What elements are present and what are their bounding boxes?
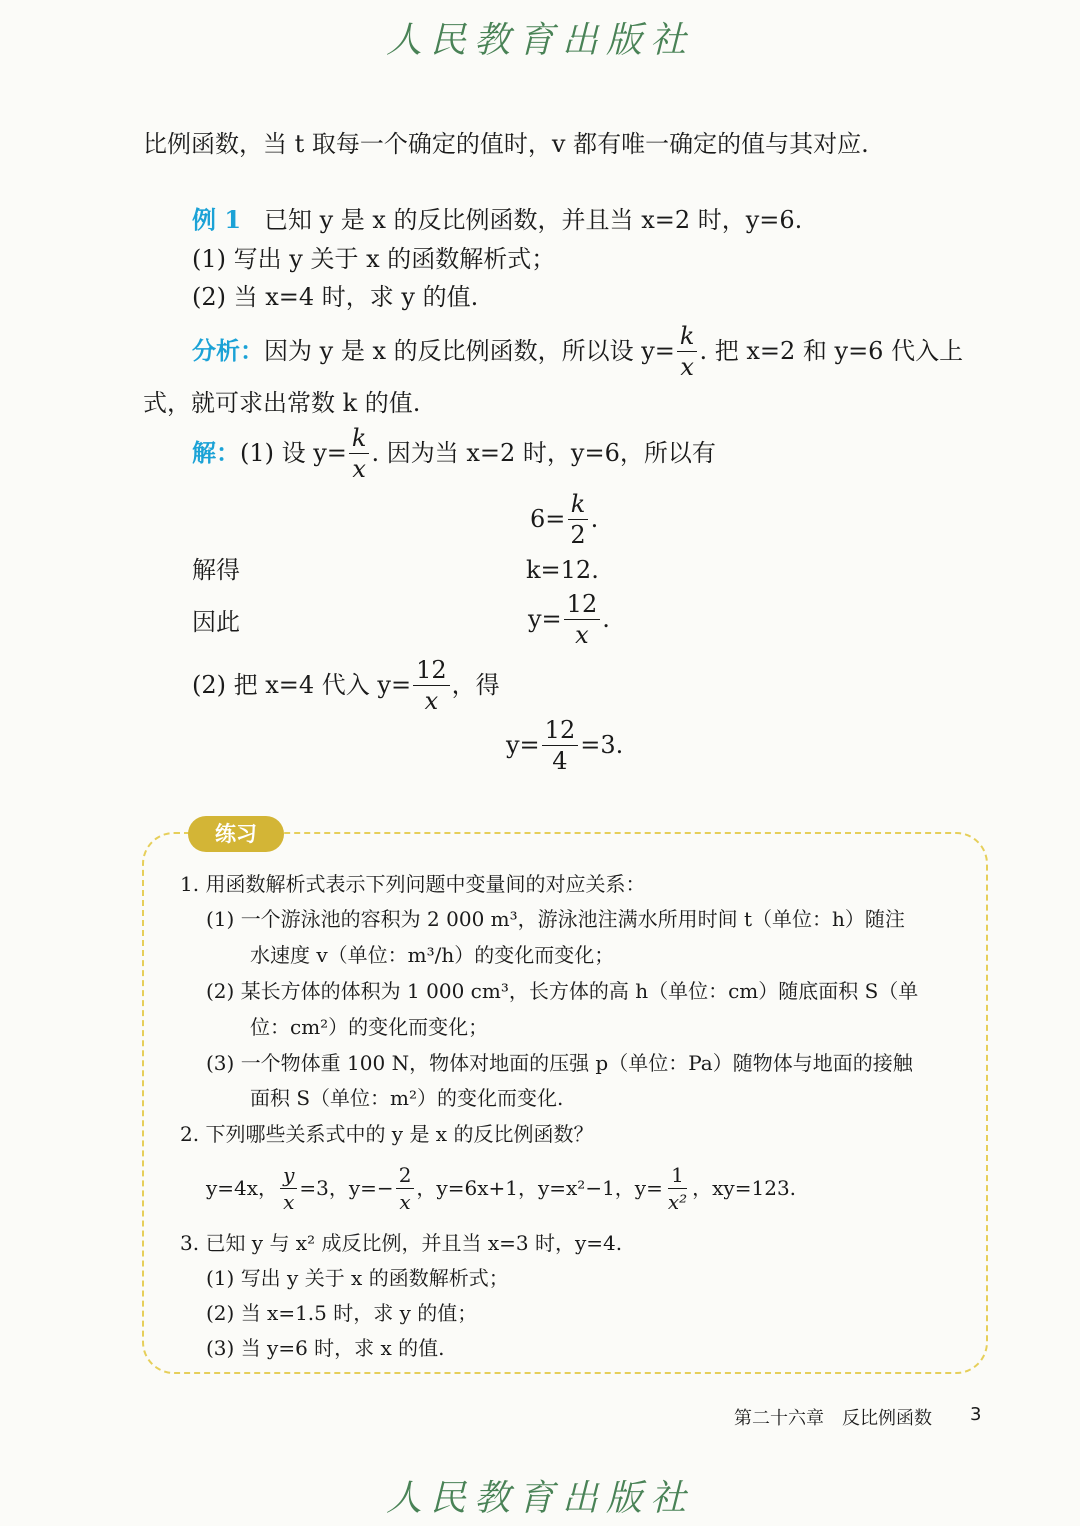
publisher-watermark-top: 人民教育出版社 (385, 20, 694, 61)
equation-left: 6= (530, 505, 566, 533)
fraction-numerator: 12 (542, 718, 579, 746)
publisher-watermark-bottom: 人民教育出版社 (385, 1478, 694, 1519)
solution-line-1 (192, 423, 716, 483)
solution-label: 解： (192, 438, 240, 467)
exercise-q1-3-line-b: 面积 S（单位：m²）的变化而变化. (250, 1086, 564, 1110)
exercise-q3-2: (2) 当 x=1.5 时，求 y 的值； (206, 1301, 478, 1325)
fraction-numerator: 1 (668, 1165, 687, 1189)
exercise-q1-3-line-a: (3) 一个物体重 100 N，物体对地面的压强 p（单位：Pa）随物体与地面的接触 (206, 1051, 913, 1075)
analysis-line-2: 式，就可求出常数 k 的值. (143, 389, 421, 417)
equation-end: . (590, 505, 599, 533)
page-number: 3 (970, 1404, 982, 1425)
exercise-q1-2-line-b: 位：cm²）的变化而变化； (250, 1015, 489, 1039)
exercise-q3-3: (3) 当 y=6 时，求 x 的值. (206, 1336, 445, 1360)
fraction-denominator: 2 (570, 520, 586, 549)
exercise-badge: 练习 (188, 816, 284, 852)
solution-part2-before: (2) 把 x=4 代入 y= (192, 671, 412, 699)
example-label: 例 1 (192, 205, 242, 234)
equation-3 (528, 589, 610, 649)
fraction-numerator: k (349, 426, 370, 454)
analysis-label: 分析： (192, 336, 264, 365)
equation-1 (530, 489, 599, 549)
equation-fraction (567, 489, 588, 549)
formula-3-fraction (396, 1162, 415, 1214)
analysis-text-before: 因为 y 是 x 的反比例函数，所以设 y= (264, 337, 675, 365)
exercise-q3: 3. 已知 y 与 x² 成反比例，并且当 x=3 时，y=4. (180, 1231, 623, 1255)
jiede-label: 解得 (192, 556, 240, 584)
solution-text-after: . 因为当 x=2 时，y=6，所以有 (371, 439, 716, 467)
exercise-q2: 2. 下列哪些关系式中的 y 是 x 的反比例函数？ (180, 1122, 594, 1146)
fraction-numerator: k (677, 324, 698, 352)
equation-fraction (542, 715, 579, 775)
fraction-numerator: 2 (396, 1165, 415, 1189)
formula-2-after: =3， (299, 1176, 349, 1200)
exercise-q3-1: (1) 写出 y 关于 x 的函数解析式； (206, 1266, 509, 1290)
formula-3-after: ，y=6x+1，y=x²−1，y= (416, 1176, 663, 1200)
fraction-numerator: k (568, 492, 589, 520)
fraction-denominator: 4 (552, 746, 568, 775)
exercise-q1-2-line-a: (2) 某长方体的体积为 1 000 cm³，长方体的高 h（单位：cm）随底面积 S（单 (206, 979, 919, 1003)
example-statement: 已知 y 是 x 的反比例函数，并且当 x=2 时，y=6. (263, 206, 803, 234)
equation-4 (506, 715, 624, 775)
fraction-denominator: x (680, 352, 694, 381)
analysis-text-after: . 把 x=2 和 y=6 代入上 (699, 337, 964, 365)
equation-end: . (602, 605, 610, 633)
analysis-line (192, 321, 964, 381)
equation-left: y= (528, 605, 562, 633)
fraction-numerator: y (280, 1165, 297, 1189)
equation-2: k=12. (526, 556, 599, 584)
equation-end: =3. (580, 731, 624, 759)
example-1 (192, 204, 802, 236)
fraction-denominator: x (283, 1189, 295, 1214)
fraction-denominator: x (352, 454, 366, 483)
yinci-label: 因此 (192, 608, 240, 636)
solution-part2-after: ，得 (451, 671, 500, 699)
formula-4-fraction (665, 1162, 690, 1214)
formula-1: y=4x， (206, 1176, 279, 1200)
exercise-q1-1-line-a: (1) 一个游泳池的容积为 2 000 m³，游泳池注满水所用时间 t（单位：h）随注 (206, 907, 905, 931)
formula-3-before: y=− (348, 1176, 394, 1200)
fraction-denominator: x² (667, 1189, 688, 1214)
solution-text-before: (1) 设 y= (240, 439, 347, 467)
solution-fraction (349, 423, 370, 483)
formula-4-after: ，xy=123. (692, 1176, 797, 1200)
equation-fraction (564, 589, 601, 649)
formula-2-fraction (280, 1162, 297, 1214)
example-part-2: (2) 当 x=4 时，求 y 的值. (192, 283, 479, 311)
example-part-1: (1) 写出 y 关于 x 的函数解析式； (192, 245, 556, 273)
exercise-q1: 1. 用函数解析式表示下列问题中变量间的对应关系： (180, 872, 646, 896)
fraction-denominator: x (424, 686, 439, 715)
chapter-title: 第二十六章 反比例函数 (734, 1408, 932, 1429)
equation-left: y= (506, 731, 540, 759)
fraction-denominator: x (575, 620, 589, 649)
solution-line-2 (192, 655, 500, 715)
exercise-q1-1-line-b: 水速度 v（单位：m³/h）的变化而变化； (250, 943, 615, 967)
exercise-q2-formulas (206, 1162, 796, 1214)
intro-line: 比例函数，当 t 取每一个确定的值时，v 都有唯一确定的值与其对应. (143, 130, 869, 158)
fraction-numerator: 12 (413, 658, 450, 686)
solution-part2-fraction (413, 655, 450, 715)
fraction-numerator: 12 (564, 592, 601, 620)
analysis-fraction (677, 321, 698, 381)
fraction-denominator: x (399, 1189, 411, 1214)
